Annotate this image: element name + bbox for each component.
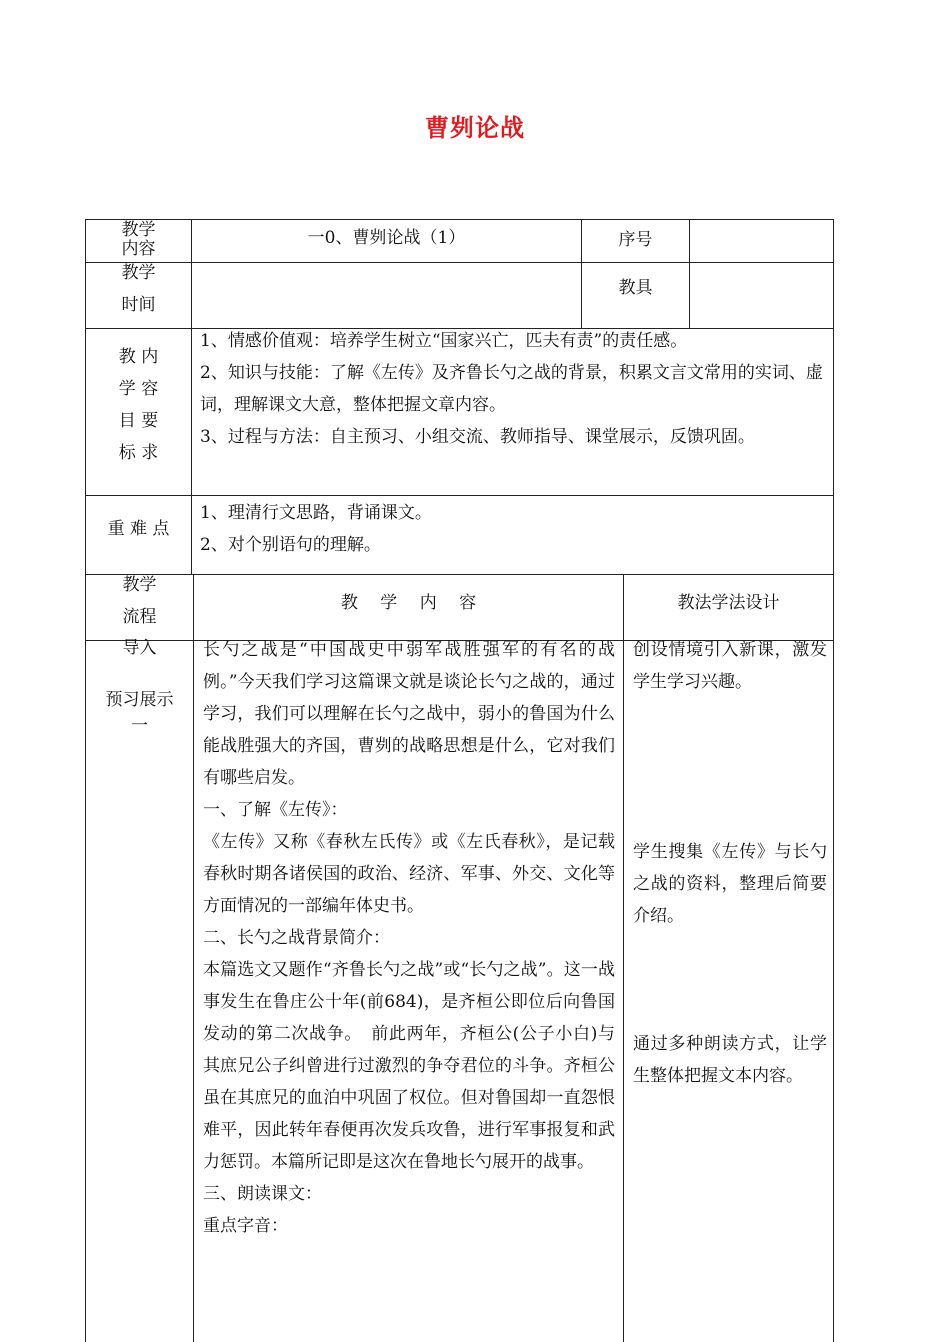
flow-step: 预习展示: [105, 690, 174, 710]
teaching-time-value: [192, 263, 581, 327]
method-note: 创设情境引入新课，激发学生学习兴趣。: [633, 640, 827, 692]
method-note: 学生搜集《左传》与长勺之战的资料，整理后简要介绍。: [633, 842, 827, 926]
method-header: 教法学法设计: [677, 593, 780, 613]
flow-step: 一: [131, 716, 148, 736]
content-heading: 二、长勺之战背景简介：: [203, 928, 390, 948]
difficulty-item: 2、对个别语句的理解。: [200, 535, 381, 555]
content-paragraph: 《左传》又称《春秋左氏传》或《左氏春秋》，是记载春秋时期各诸侯国的政治、经济、军事、外交、文化等方面情况的一部编年体史书。: [203, 832, 615, 916]
teaching-tools-label: 教具: [618, 278, 653, 298]
key-difficulties-label: 重 难 点: [107, 519, 170, 539]
objectives-label: 教 内 学 容 目 要 标 求: [118, 347, 159, 463]
teaching-flow-label: 教学 流程: [122, 575, 157, 627]
objective-item: 1、情感价值观：培养学生树立“国家兴亡，匹夫有责”的责任感。: [200, 331, 688, 351]
lesson-title-cell: 一0、曹刿论战（1）: [307, 228, 466, 248]
objective-item: 3、过程与方法：自主预习、小组交流、教师指导、课堂展示，反馈巩固。: [200, 427, 755, 447]
content-paragraph: 重点字音：: [203, 1216, 288, 1236]
flow-step: 导入: [122, 638, 157, 658]
document-title: 曹刿论战: [425, 114, 525, 142]
key-difficulties-content: [200, 497, 826, 573]
flow-steps: [86, 635, 193, 755]
objective-item: 2、知识与技能：了解《左传》及齐鲁长勺之战的背景，积累文言文常用的实词、虚词，理解课文大意，整体把握文章内容。: [200, 363, 823, 415]
teaching-time-label: 教学 时间: [121, 263, 156, 315]
content-paragraph: 长勺之战是“中国战史中弱军战胜强军的有名的战例。”今天我们学习这篇课文就是谈论长勺之战的，通过学习，我们可以理解在长勺之战中，弱小的鲁国为什么能战胜强大的齐国，曹刿的战略思想是什么，它对我们有哪些启发。: [203, 640, 615, 788]
teaching-tools-value: [690, 272, 833, 308]
content-paragraph: 本篇选文又题作“齐鲁长勺之战”或“长勺之战”。这一战事发生在鲁庄公十年(前684)，是齐桓公即位后向鲁国发动的第二次战争。 前此两年，齐桓公(公子小白)与其庶兄公子纠曾进行过激烈的争夺君位的斗争。齐桓公虽在其庶兄的血泊中巩固了权位。但对鲁国却一直怨恨难平，因此转年春便再次发兵攻鲁，进行军事报复和武力惩罚。本篇所记即是这次在鲁地长勺展开的战事。: [203, 960, 615, 1172]
content-heading: 一、了解《左传》：: [203, 800, 348, 820]
teaching-content-label: 教学 内容: [121, 220, 156, 259]
method-note: 通过多种朗读方式，让学生整体把握文本内容。: [633, 1034, 827, 1086]
objectives-content: [200, 325, 826, 493]
lesson-content-body: [203, 634, 615, 1334]
content-header: 教 学 内 容: [340, 593, 477, 613]
content-heading: 三、朗读课文：: [203, 1184, 322, 1204]
sequence-value: [690, 224, 833, 260]
methods-column: [633, 634, 827, 1334]
difficulty-item: 1、理清行文思路，背诵课文。: [200, 503, 432, 523]
sequence-label: 序号: [618, 230, 653, 250]
